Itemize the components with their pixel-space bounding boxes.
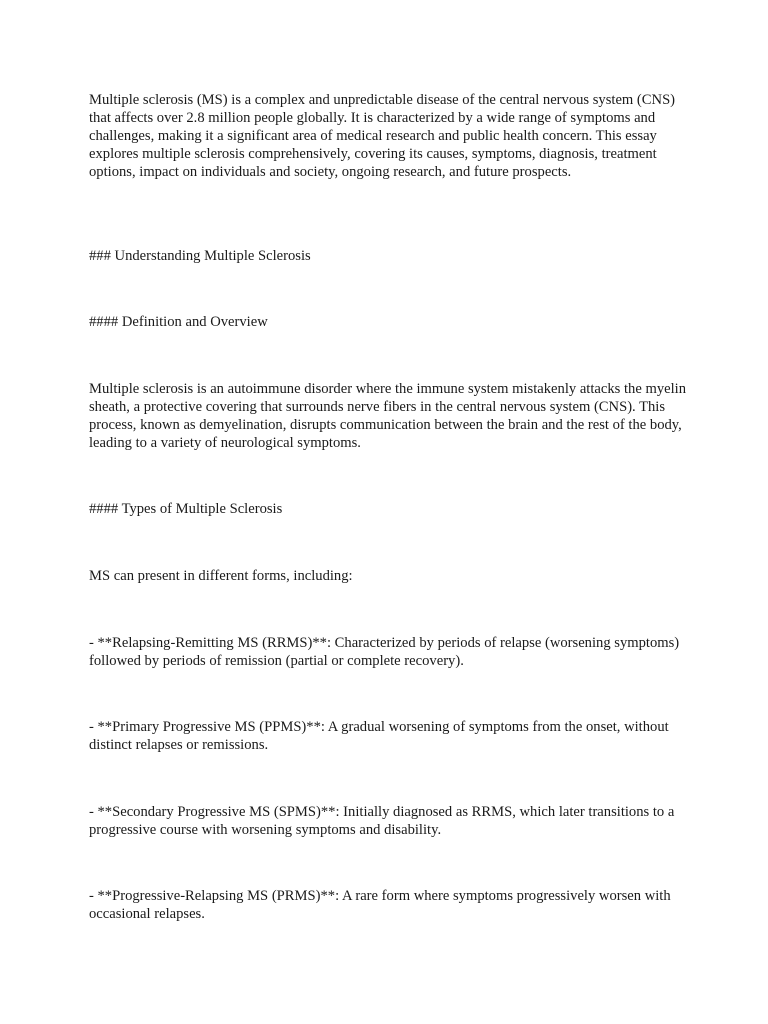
list-item-spms: - **Secondary Progressive MS (SPMS)**: Initially diagnosed as RRMS, which later transitions to a progressive course with worsening symptoms and disability. xyxy=(89,804,675,838)
heading-definition-overview: #### Definition and Overview xyxy=(89,314,268,330)
heading-types-of-ms: #### Types of Multiple Sclerosis xyxy=(89,501,283,517)
heading-understanding-ms: ### Understanding Multiple Sclerosis xyxy=(89,248,311,264)
definition-paragraph: Multiple sclerosis is an autoimmune disorder where the immune system mistakenly attacks the myelin sheath, a protective covering that surrounds nerve fibers in the central nervous system (CNS). This process, known as demyelination, disrupts communication between the brain and the rest of the body, leading to a variety of neurological symptoms. xyxy=(89,381,687,451)
list-item-prms: - **Progressive-Relapsing MS (PRMS)**: A rare form where symptoms progressively worsen with occasional relapses. xyxy=(89,888,671,922)
list-item-rrms: - **Relapsing-Remitting MS (RRMS)**: Characterized by periods of relapse (worsening symptoms) followed by periods of remission (partial or complete recovery). xyxy=(89,635,680,669)
list-item-ppms: - **Primary Progressive MS (PPMS)**: A gradual worsening of symptoms from the onset, without distinct relapses or remissions. xyxy=(89,719,669,753)
intro-paragraph: Multiple sclerosis (MS) is a complex and unpredictable disease of the central nervous system (CNS) that affects over 2.8 million people globally. It is characterized by a wide range of symptoms and challenges, making it a significant area of medical research and public health concern. This essay explores multiple sclerosis comprehensively, covering its causes, symptoms, diagnosis, treatment options, impact on individuals and society, ongoing research, and future prospects. xyxy=(89,92,676,180)
types-intro-paragraph: MS can present in different forms, including: xyxy=(89,568,353,584)
